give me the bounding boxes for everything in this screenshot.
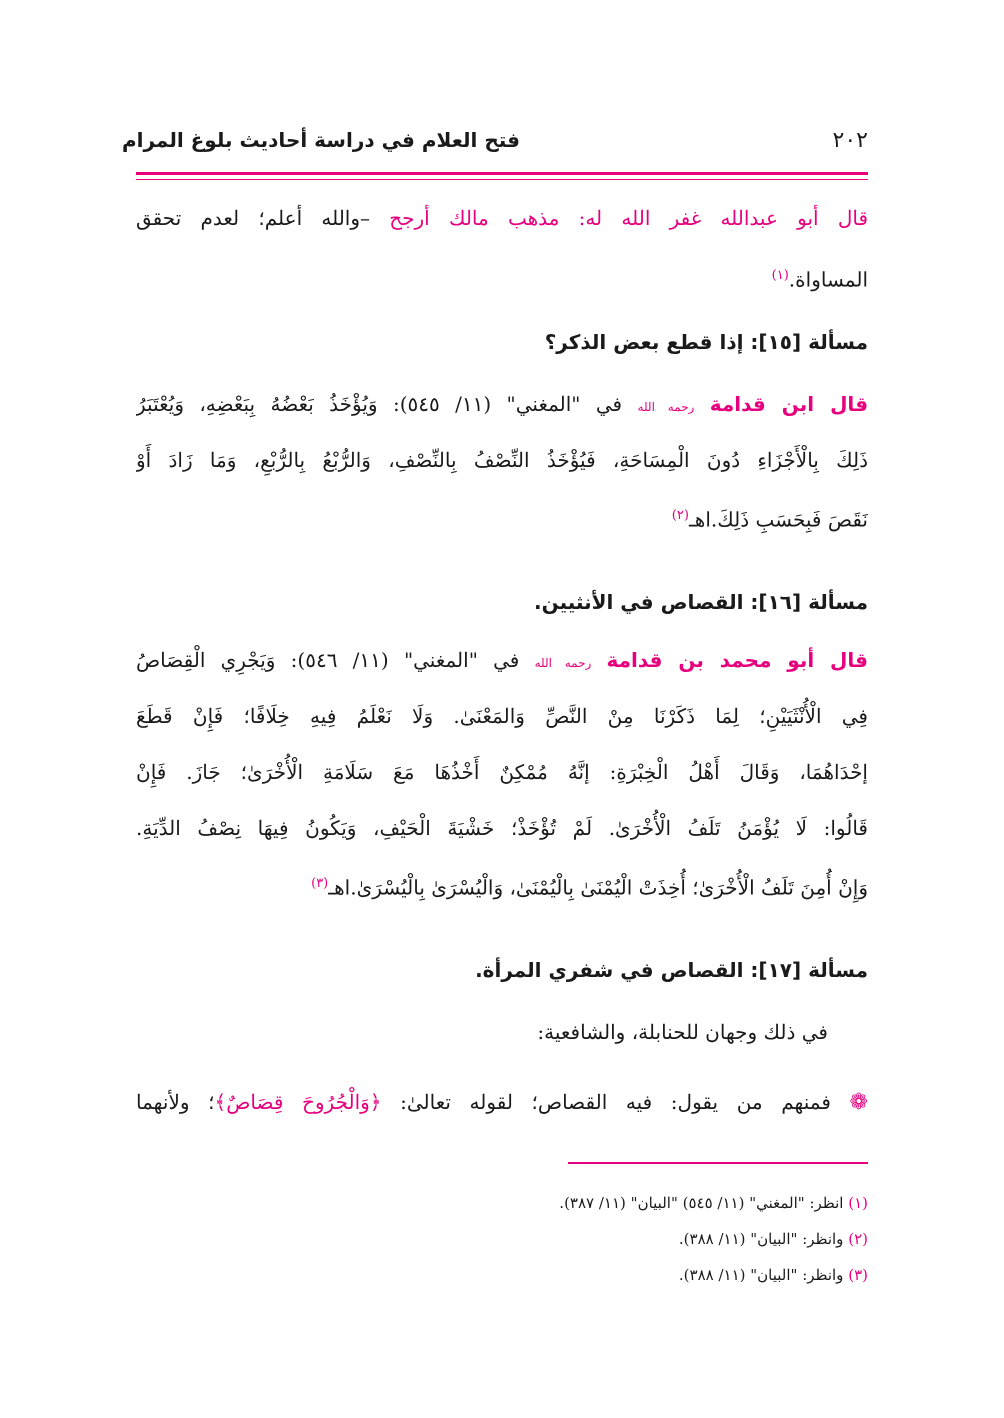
footnote <box>136 1190 868 1216</box>
footnote-number: (٢) <box>848 1230 868 1248</box>
quote-line <box>136 384 868 424</box>
footnote-ref: (٣) <box>311 876 329 891</box>
footnote-ref: (١) <box>771 268 789 283</box>
author-note: قال أبو عبدالله غفر الله له: <box>578 206 868 230</box>
quote-line: فِي الْأُنْثَيَيْنِ؛ لِمَا ذَكَرْنَا مِنْ النَّصِّ وَالمَعْنَىٰ. وَلَا نَعْلَمُ فِيهِ خِلَافًا؛ فَإِنْ قَطَعَ <box>136 704 868 728</box>
footnote-text: وانظر: "البيان" (١١/ ٣٨٨). <box>678 1266 844 1284</box>
footnote <box>136 1262 868 1288</box>
footnote-text: انظر: "المغني" (١١/ ٥٤٥) "البيان" (١١/ ٣٨٧). <box>559 1194 844 1212</box>
header-rule-thick <box>136 172 868 175</box>
footnote-separator <box>568 1162 868 1164</box>
footnote <box>136 1226 868 1252</box>
issue-heading: مسألة [١٦]: القصاص في الأنثيين. <box>533 590 868 614</box>
issue-heading: مسألة [١٥]: إذا قطع بعض الذكر؟ <box>544 330 868 354</box>
quote-line: ذَلِكَ بِالْأَجْزَاءِ دُونَ الْمِسَاحَةِ، فَيُؤْخَذُ النِّصْفُ بِالنِّصْفِ، وَالرُّبْعُ بِالرُّبْعِ، وَمَا زَادَ أَوْ <box>136 448 868 472</box>
quote-text: في "المغني" (١١/ ٥٤٦): وَيَجْرِي الْقِصَاصُ <box>136 648 520 672</box>
paragraph-line <box>136 198 868 238</box>
body-text: ؛ ولأنهما <box>136 1090 215 1114</box>
honorific: رحمه الله <box>534 656 592 670</box>
body-text: فمنهم من يقول: فيه القصاص؛ لقوله تعالىٰ: <box>400 1090 831 1114</box>
quote-line <box>136 496 868 536</box>
footnote-text: وانظر: "البيان" (١١/ ٣٨٨). <box>678 1230 844 1248</box>
quote-line <box>136 640 868 680</box>
body-text: المساواة. <box>788 267 868 292</box>
quote-author: قال ابن قدامة <box>709 392 868 416</box>
quote-text: وَإِنْ أُمِنَ تَلَفُ الْأُخْرَىٰ؛ أُخِذَتْ الْيُمْنَىٰ بِالْيُمْنَىٰ، وَالْيُسْرَىٰ بِالْيُسْرَىٰ.اهـ <box>328 875 868 900</box>
paragraph-line <box>136 1082 868 1122</box>
honorific: رحمه الله <box>637 400 695 414</box>
footnote-ref: (٢) <box>671 508 689 523</box>
page-number: ٢٠٢ <box>832 128 868 153</box>
opinion-text: مذهب مالك أرجح <box>389 206 560 230</box>
footnote-number: (٣) <box>848 1266 868 1284</box>
running-header <box>121 128 868 164</box>
quote-author: قال أبو محمد بن قدامة <box>606 648 868 672</box>
issue-heading: مسألة [١٧]: القصاص في شفري المرأة. <box>475 958 868 982</box>
body-text: –والله أعلم؛ لعدم تحقق <box>136 206 371 230</box>
book-title: فتح العلام في دراسة أحاديث بلوغ المرام <box>121 128 520 152</box>
flower-bullet-icon: ❁ <box>849 1090 868 1115</box>
footnote-number: (١) <box>848 1194 868 1212</box>
quote-line: إحْدَاهُمَا، وَقَالَ أَهْلُ الْخِبْرَةِ: إنَّهُ مُمْكِنٌ أَخْذُهَا مَعَ سَلَامَةِ الْأُخْرَىٰ؛ جَازَ. فَإِنْ <box>136 760 868 784</box>
header-rule-thin <box>136 179 868 180</box>
paragraph-line: في ذلك وجهان للحنابلة، والشافعية: <box>537 1020 828 1044</box>
quote-text: نَقَصَ فَبِحَسَبِ ذَلِكَ.اهـ <box>688 507 868 532</box>
quote-line <box>136 864 868 904</box>
quran-verse: ﴿وَالْجُرُوحَ قِصَاصٌ﴾ <box>214 1090 382 1114</box>
quote-text: في "المغني" (١١/ ٥٤٥): وَيُؤْخَذُ بَعْضُهُ بِبَعْضِهِ، وَيُعْتَبَرُ <box>136 392 623 416</box>
paragraph-line <box>136 256 868 296</box>
quote-line: قَالُوا: لَا يُؤْمَنُ تَلَفُ الْأُخْرَىٰ. لَمْ تُؤْخَذْ؛ خَشْيَةَ الْحَيْفِ، وَيَكُونُ فِيهَا نِصْفُ الدِّيَةِ. <box>136 816 868 840</box>
